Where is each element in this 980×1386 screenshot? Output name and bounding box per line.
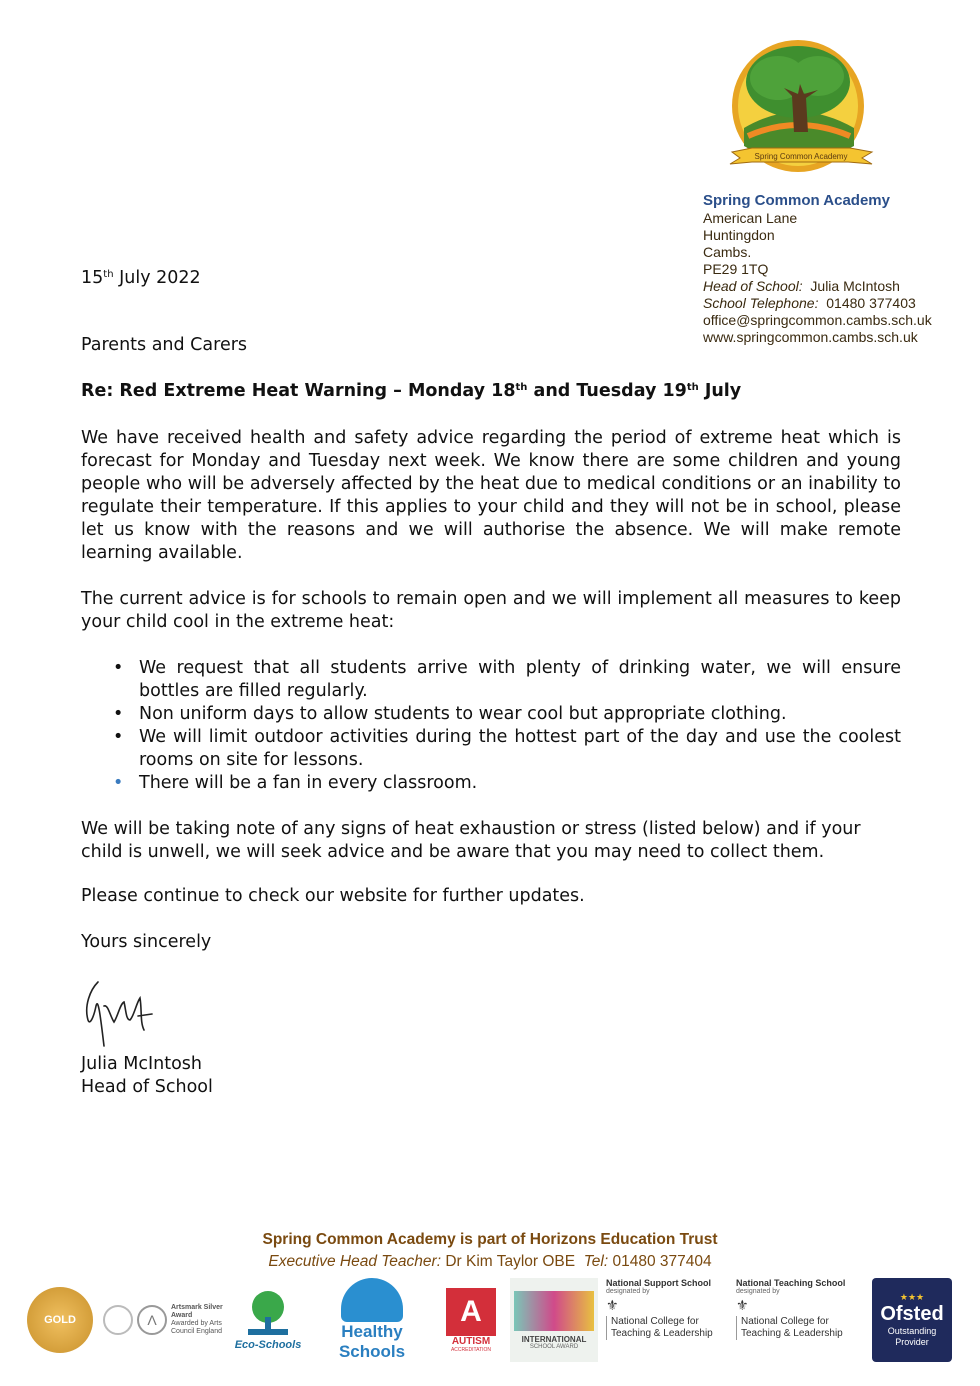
list-item-text: There will be a fan in every classroom. bbox=[139, 773, 478, 793]
artsmark-ring-icon bbox=[103, 1305, 133, 1335]
artsmark-label: Artsmark Silver Award bbox=[171, 1304, 223, 1319]
list-item: • We request that all students arrive with plenty of drinking water, we will ensure bottles are filled regularly. bbox=[113, 658, 901, 701]
signer-name: Julia McIntosh bbox=[81, 1054, 203, 1074]
list-item-text: We request that all students arrive with plenty of drinking water, we will ensure bottles are filled regularly. bbox=[139, 658, 901, 701]
head-name: Julia McIntosh bbox=[810, 278, 900, 294]
list-item-text: We will limit outdoor activities during the hottest part of the day and use the coolest rooms on site for lessons. bbox=[139, 727, 901, 770]
ofsted-stars-icon: ★★★ bbox=[899, 1292, 925, 1302]
head-of-school-line bbox=[703, 278, 932, 295]
footer-tel: 01480 377404 bbox=[612, 1253, 712, 1270]
address-block bbox=[703, 192, 932, 346]
international-graphic-icon bbox=[514, 1291, 594, 1331]
artsmark-badge bbox=[100, 1278, 230, 1362]
eco-label: Eco-Schools bbox=[234, 1339, 302, 1351]
list-item-text: Non uniform days to allow students to wear cool but appropriate clothing. bbox=[139, 704, 787, 724]
phone-label: School Telephone: bbox=[703, 295, 819, 311]
phone-number: 01480 377403 bbox=[826, 295, 916, 311]
crest-icon: ⚜ bbox=[736, 1297, 749, 1313]
paragraph-4: Please continue to check our website for further updates. bbox=[81, 886, 585, 906]
email-address[interactable]: office@springcommon.cambs.sch.uk bbox=[703, 312, 932, 328]
healthy-people-icon bbox=[341, 1278, 403, 1322]
address-line: Huntingdon bbox=[703, 227, 775, 243]
exec-name: Dr Kim Taylor OBE bbox=[445, 1253, 576, 1270]
nss-org: National College for Teaching & Leadership bbox=[606, 1316, 730, 1340]
address-line: Cambs. bbox=[703, 244, 752, 260]
footer-contact-line bbox=[0, 1253, 900, 1271]
telephone-line bbox=[703, 295, 932, 312]
recipient: Parents and Carers bbox=[81, 335, 248, 355]
head-label: Head of School: bbox=[703, 278, 803, 294]
date-day: 15 bbox=[81, 268, 104, 288]
eco-schools-badge bbox=[232, 1278, 304, 1362]
ofsted-sub: Outstanding Provider bbox=[887, 1326, 937, 1347]
subject-sup: th bbox=[686, 382, 699, 393]
gold-award-badge bbox=[26, 1278, 94, 1362]
subject-sup: th bbox=[515, 382, 528, 393]
autism-sub: ACCREDITATION bbox=[450, 1346, 492, 1353]
healthy-schools-badge bbox=[308, 1278, 436, 1362]
paragraph-1: We have received health and safety advice regarding the period of extreme heat which is forecast for Monday and Tuesday next week. We know there are some children and young people who will be adversely affected by the heat due to medical conditions or an inability to regulate their temperature. If this applies to your child and they will not be in school, please let us know with the reasons and we will authorise the absence. We will make remote learning available. bbox=[81, 428, 901, 563]
international-school-badge bbox=[510, 1278, 598, 1362]
school-logo bbox=[722, 36, 880, 176]
subject-part: Re: Red Extreme Heat Warning – Monday 18 bbox=[81, 381, 516, 401]
date-suffix: th bbox=[103, 269, 114, 280]
autism-badge bbox=[442, 1278, 500, 1362]
subject-line bbox=[81, 380, 901, 403]
logo-ribbon-text: Spring Common Academy bbox=[754, 152, 848, 161]
tel-label: Tel: bbox=[583, 1253, 609, 1270]
website-link[interactable]: www.springcommon.cambs.sch.uk bbox=[703, 329, 918, 345]
international-sub: SCHOOL AWARD bbox=[529, 1343, 579, 1350]
paragraph-2: The current advice is for schools to remain open and we will implement all measures to keep your child cool in the extreme heat: bbox=[81, 589, 901, 632]
nts-org: National College for Teaching & Leadership bbox=[736, 1316, 864, 1340]
nts-sub: designated by bbox=[736, 1288, 780, 1295]
artsmark-a-icon: Λ bbox=[137, 1305, 167, 1335]
address-postcode: PE29 1TQ bbox=[703, 261, 769, 277]
gold-label: GOLD bbox=[27, 1287, 93, 1353]
national-teaching-school-badge bbox=[736, 1278, 864, 1362]
exec-label: Executive Head Teacher: bbox=[268, 1253, 442, 1270]
ofsted-badge bbox=[872, 1278, 952, 1362]
list-item: • We will limit outdoor activities during the hottest part of the day and use the coolest rooms on site for lessons. bbox=[113, 727, 901, 770]
eco-tree-icon bbox=[244, 1289, 292, 1339]
national-support-school-badge bbox=[606, 1278, 730, 1362]
ofsted-label: Ofsted bbox=[880, 1303, 944, 1325]
address-line: American Lane bbox=[703, 210, 798, 226]
measures-list bbox=[81, 657, 901, 795]
paragraph-3: We will be taking note of any signs of heat exhaustion or stress (listed below) and if your child is unwell, we will seek advice and be aware that you may need to collect them. bbox=[81, 819, 861, 862]
nss-sub: designated by bbox=[606, 1288, 650, 1295]
subject-part: July bbox=[698, 381, 742, 401]
letter-date bbox=[81, 267, 381, 290]
list-item: • Non uniform days to allow students to wear cool but appropriate clothing. bbox=[113, 704, 787, 724]
signer-title: Head of School bbox=[81, 1077, 213, 1097]
subject-part: and Tuesday 19 bbox=[527, 381, 687, 401]
signature bbox=[80, 976, 180, 1050]
autism-a-icon: A bbox=[446, 1288, 496, 1336]
org-name: Spring Common Academy bbox=[703, 192, 890, 209]
healthy-label: Healthy Schools bbox=[338, 1322, 406, 1361]
footer-trust-line: Spring Common Academy is part of Horizons Education Trust bbox=[262, 1231, 718, 1248]
date-rest: July 2022 bbox=[113, 268, 201, 288]
international-label: INTERNATIONAL bbox=[521, 1334, 587, 1344]
autism-label: AUTISM bbox=[451, 1335, 491, 1347]
artsmark-sub: Awarded by Arts Council England bbox=[171, 1320, 222, 1335]
nts-title: National Teaching School bbox=[736, 1278, 846, 1288]
list-item: • There will be a fan in every classroom. bbox=[113, 773, 478, 793]
closing: Yours sincerely bbox=[81, 932, 212, 952]
nss-title: National Support School bbox=[606, 1278, 711, 1288]
crest-icon: ⚜ bbox=[606, 1297, 619, 1313]
